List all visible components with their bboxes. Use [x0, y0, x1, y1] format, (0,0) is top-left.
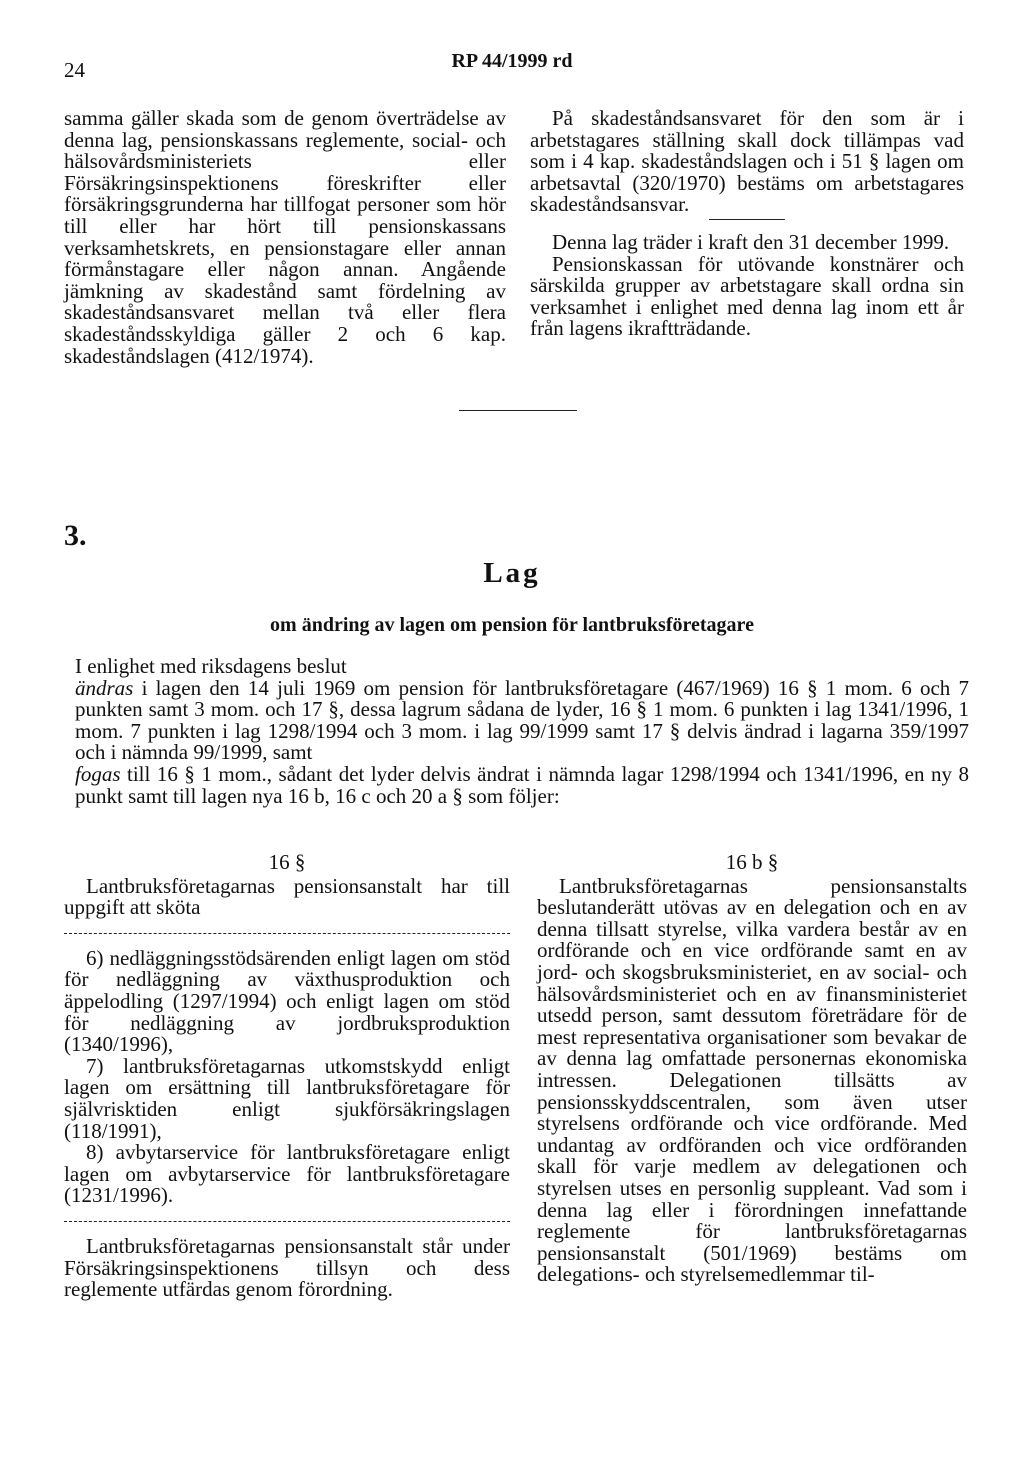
section-16-lead: Lantbruksföretagarnas pensionsanstalt har till uppgift att sköta [64, 873, 510, 920]
addition-text: till 16 § 1 mom., sådant det lyder delvis ändrat i nämnda lagar 1298/1994 och 1341/1996, en ny 8 punkt samt till lagen nya 16 b, 16 c och 20 a § som följer: [75, 761, 969, 808]
running-title: RP 44/1999 rd [451, 50, 573, 72]
fogas-keyword: fogas [75, 761, 121, 786]
section-16-item-8: 8) avbytarservice för lantbruksföretagare enligt lagen om avbytarservice för lantbruksföretagare (1231/1996). [64, 1140, 510, 1208]
law-number: 3. [64, 519, 87, 552]
section-separator-rule [459, 410, 577, 411]
omission-dash-line [64, 1221, 510, 1222]
page-number: 24 [64, 58, 85, 82]
addition-clause [75, 761, 969, 808]
section-16-column [64, 852, 510, 1301]
section-16b-column [537, 852, 967, 1286]
section-16b-text: Lantbruksföretagarnas pensionsanstalts beslutanderätt utövas av en delegation och en av denna tillsatt styrelse, vilka vardera består av en ordförande och en vice ordförande samt en av jord- och skogsbruksministeriet, en av social- och hälsovårdsministeriet och en av finansministeriet utsedd person, samt dessutom företrädare för de mest representativa organisationer som bevakar de av denna lag omfattade personernas ekonomiska intressen. Delegationen tillsätts av pensionsskyddscentralen, som även utser styrelsens ordförande och vice ordförande. Med undantag av ordföranden och vice ordföranden skall för varje medlem av delegationen och styrelsen utses en personlig suppleant. Vad som i denna lag eller i förordningen innefattande reglemente för lantbruksföretagarnas pensionsanstalt (501/1969) bestäms om delegations- och styrelsemedlemmar til- [537, 873, 967, 1287]
top-left-paragraph: samma gäller skada som de genom överträdelse av denna lag, pensionskassans reglemente, social- och hälsovårdsministeriets eller Försäkringsinspektionens föreskrifter eller försäkringsgrunderna har tillfogat personer som hör till eller har hört till pensionskassans verksamhetskrets, en pensionstagare eller annan förmånstagare eller någon annan. Angående jämkning av skadestånd samt fördelning av skadeståndsansvaret mellan två eller flera skadeståndsskyldiga gäller 2 och 6 kap. skadeståndslagen (412/1974). [64, 106, 506, 368]
preamble-line: I enlighet med riksdagens beslut [75, 654, 347, 678]
section-16-heading: 16 § [268, 850, 306, 874]
top-left-column [64, 108, 506, 367]
section-16-item-7: 7) lantbruksföretagarnas utkomstskydd enligt lagen om ersättning till lantbruksföretagare för självrisktiden enligt sjukförsäkringslagen (118/1991), [64, 1053, 510, 1143]
omission-dash-line [64, 933, 510, 934]
andras-keyword: ändras [75, 675, 134, 700]
amendment-text: i lagen den 14 juli 1969 om pension för lantbruksföretagare (467/1969) 16 § 1 mom. 6 och 7 punkten samt 3 mom. och 17 §, dessa lagrum sådana de lyder, 16 § 1 mom. 6 punkten i lag 1341/1996, 1 mom. 7 punkten i lag 1298/1994 och 3 mom. i lag 99/1999 samt 17 § delvis ändrad i lagarna 359/1997 och i nämnda 99/1999, samt [75, 675, 969, 765]
section-16b-heading: 16 b § [725, 850, 779, 874]
amendment-clause [75, 675, 969, 765]
top-right-column [530, 108, 964, 340]
transition-paragraph: Pensionskassan för utövande konstnärer och särskilda grupper av arbetstagare skall ordna sin verksamhet i enlighet med denna lag inom ett år från lagens ikraftträdande. [530, 251, 964, 341]
section-16-item-6: 6) nedläggningsstödsärenden enligt lagen om stöd för nedläggning av växthusproduktion och äppelodling (1297/1994) och enligt lagen om stöd för nedläggning av jordbruksproduktion (1340/1996), [64, 945, 510, 1057]
law-subtitle: om ändring av lagen om pension för lantbruksföretagare [270, 614, 754, 636]
law-preamble [75, 656, 969, 807]
column-divider-rule [709, 219, 785, 220]
law-title: Lag [483, 557, 541, 589]
entry-into-force-paragraph: Denna lag träder i kraft den 31 december 1999. [552, 229, 950, 254]
liability-paragraph: På skadeståndsansvaret för den som är i arbetstagares ställning skall dock tillämpas vad som i 4 kap. skadeståndslagen och i 51 § lagen om arbetsavtal (320/1970) bestäms om arbetstagares skadeståndsansvar. [530, 106, 964, 217]
section-16-closing: Lantbruksföretagarnas pensionsanstalt står under Försäkringsinspektionens tillsyn och dess reglemente utfärdas genom förordning. [64, 1233, 510, 1302]
